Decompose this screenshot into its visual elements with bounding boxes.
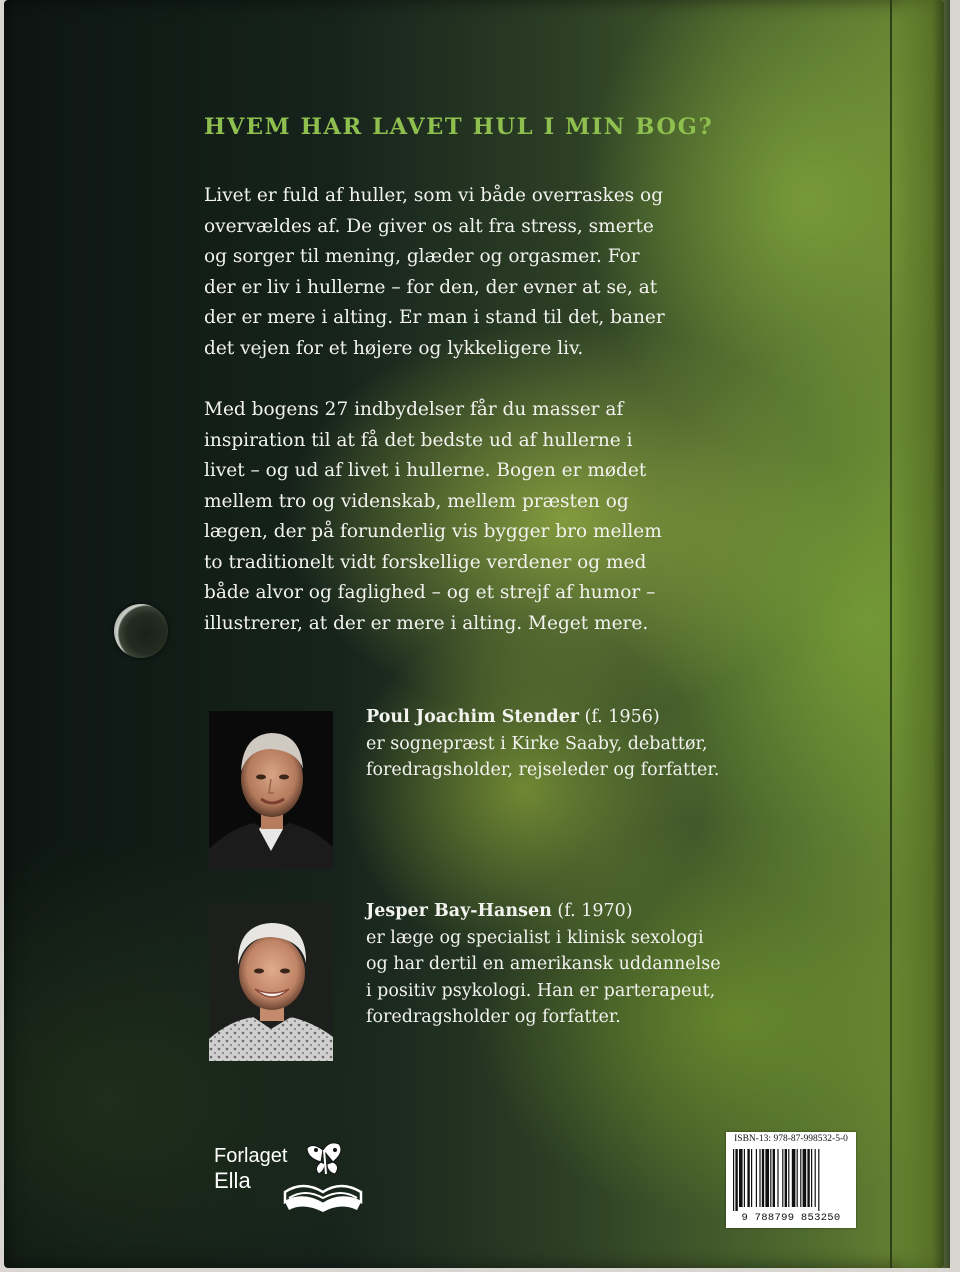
blurb-line: både alvor og faglighed – og et strejf af humor – [204,582,656,603]
barcode-bar [770,1149,771,1207]
blurb-line: mellem tro og videnskab, mellem præsten og [204,490,629,512]
isbn-barcode [726,1132,856,1228]
barcode-bar [815,1149,816,1207]
barcode-bars [733,1149,849,1211]
blurb-line: livet – og ud af livet i hullerne. Bogen er mødet [204,460,647,481]
author-bio-bay-hansen [366,898,786,1031]
barcode-bar [759,1149,760,1207]
author-photo-stender [209,711,333,869]
bio-line: er sognepræst i Kirke Saaby, debattør, [366,733,708,754]
author-bio-stender [366,704,786,784]
barcode-digits: 9 788799 853250 [741,1212,841,1224]
publisher-name-line-1: Forlaget [214,1145,288,1167]
blurb-line: og sorger til mening, glæder og orgasmer. For [204,246,640,267]
author-birth-year: (f. 1970) [551,901,633,921]
barcode-bar [735,1149,737,1211]
die-cut-hole [114,604,168,658]
barcode-bar [782,1149,783,1207]
barcode-bar [777,1149,778,1207]
blurb-line: to traditionelt vidt forskellige verdener og med [204,551,647,573]
barcode-bar [733,1149,734,1211]
author-heading [366,704,786,731]
author-heading [366,898,786,925]
blurb-line: der er liv i hullerne – for den, der evner at se, at [204,276,658,298]
blurb-paragraph-1 [204,181,704,364]
barcode-bar [792,1149,796,1207]
blurb-line: inspiration til at få det bedste ud af hullerne i [204,429,633,451]
author-name: Jesper Bay-Hansen [366,901,552,921]
barcode-bar [788,1149,789,1207]
blurb-line: overvældes af. De giver os alt fra stress, smerte [204,215,654,237]
barcode-bar [811,1149,812,1207]
bio-line: og har dertil en amerikansk uddannelse [366,954,721,974]
blurb-paragraph-2 [204,395,704,639]
barcode-bar [818,1149,819,1211]
blurb-line: illustrerer, at der er mere i alting. Meget mere. [204,612,649,634]
bio-line: i positiv psykologi. Han er parterapeut, [366,980,716,1001]
barcode-bar [739,1149,743,1207]
blurb-line: der er mere i alting. Er man i stand til det, baner [204,307,665,328]
headline: HVEM HAR LAVET HUL I MIN BOG? [204,114,714,140]
butterfly-book-icon [283,1140,363,1216]
barcode-bar [807,1149,809,1207]
blurb-line: det vejen for et højere og lykkeligere liv. [204,337,584,359]
publisher-logo [211,1140,371,1218]
isbn-label: ISBN-13: 978-87-998532-5-0 [734,1134,848,1144]
author-birth-year: (f. 1956) [578,707,660,727]
bio-line: foredragsholder og forfatter. [366,1007,621,1027]
barcode-bar [756,1149,757,1207]
barcode-bar [797,1149,798,1207]
blurb-line: Med bogens 27 indbydelser får du masser af [204,399,624,420]
barcode-bar [744,1149,745,1207]
publisher-name-line-2: Ella [214,1168,251,1193]
cover-edge [890,0,950,1268]
barcode-bar [762,1149,764,1207]
blurb-line: lægen, der på forunderlig vis bygger bro mellem [204,521,662,542]
author-name: Poul Joachim Stender [366,707,579,727]
barcode-bar [747,1149,749,1207]
barcode-bar [785,1149,787,1207]
bio-line: foredragsholder, rejseleder og forfatter. [366,760,720,780]
author-photo-bay-hansen [209,903,333,1061]
book-back-cover [4,0,944,1268]
bio-line: er læge og specialist i klinisk sexologi [366,927,704,948]
barcode-bar [765,1149,769,1207]
barcode-bar [773,1149,775,1207]
barcode-bar [751,1149,752,1207]
barcode-bar [803,1149,807,1207]
barcode-bar [800,1149,801,1207]
blurb-line: Livet er fuld af huller, som vi både overraskes og [204,185,664,206]
